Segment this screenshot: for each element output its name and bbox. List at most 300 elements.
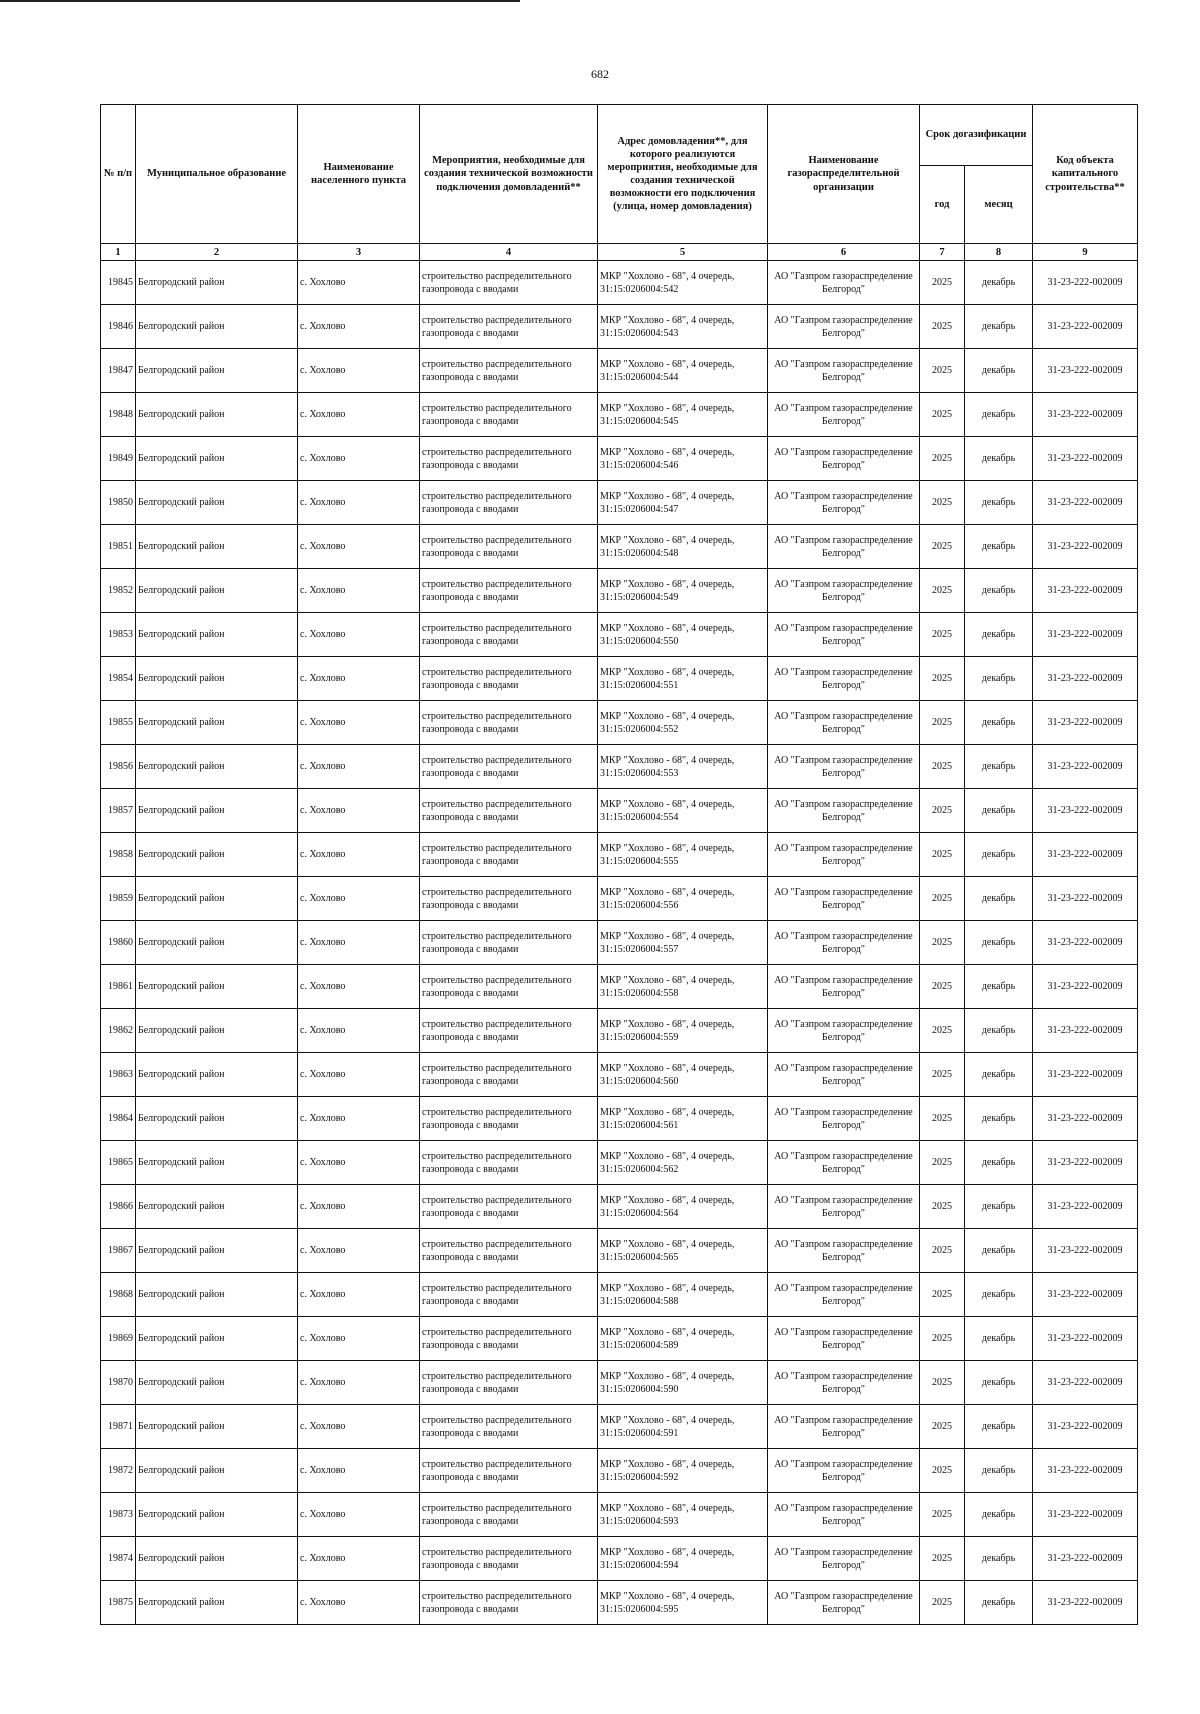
settlement-cell: с. Хохлово (298, 657, 420, 701)
row-number: 19860 (101, 921, 136, 965)
address-cell: МКР "Хохлово - 68", 4 очередь, 31:15:0206004:565 (598, 1229, 768, 1273)
row-number: 19857 (101, 789, 136, 833)
address-cell: МКР "Хохлово - 68", 4 очередь, 31:15:0206004:557 (598, 921, 768, 965)
header-year: год (920, 166, 965, 244)
organization-cell: АО "Газпром газораспределение Белгород" (768, 437, 920, 481)
organization-cell: АО "Газпром газораспределение Белгород" (768, 349, 920, 393)
address-cell: МКР "Хохлово - 68", 4 очередь, 31:15:0206004:544 (598, 349, 768, 393)
activity-cell: строительство распределительного газопровода с вводами (420, 481, 598, 525)
row-number: 19848 (101, 393, 136, 437)
organization-cell: АО "Газпром газораспределение Белгород" (768, 1361, 920, 1405)
month-cell: декабрь (965, 1493, 1033, 1537)
address-cell: МКР "Хохлово - 68", 4 очередь, 31:15:0206004:559 (598, 1009, 768, 1053)
year-cell: 2025 (920, 1009, 965, 1053)
year-cell: 2025 (920, 745, 965, 789)
organization-cell: АО "Газпром газораспределение Белгород" (768, 1229, 920, 1273)
activity-cell: строительство распределительного газопровода с вводами (420, 1009, 598, 1053)
settlement-cell: с. Хохлово (298, 1361, 420, 1405)
settlement-cell: с. Хохлово (298, 833, 420, 877)
row-number: 19868 (101, 1273, 136, 1317)
municipality-cell: Белгородский район (136, 1361, 298, 1405)
table-row (101, 437, 1138, 481)
month-cell: декабрь (965, 1185, 1033, 1229)
year-cell: 2025 (920, 1361, 965, 1405)
row-number: 19859 (101, 877, 136, 921)
table-row (101, 569, 1138, 613)
organization-cell: АО "Газпром газораспределение Белгород" (768, 1537, 920, 1581)
activity-cell: строительство распределительного газопровода с вводами (420, 305, 598, 349)
month-cell: декабрь (965, 437, 1033, 481)
header-organization: Наименование газораспределительной организации (768, 105, 920, 244)
row-number: 19862 (101, 1009, 136, 1053)
code-cell: 31-23-222-002009 (1033, 789, 1138, 833)
code-cell: 31-23-222-002009 (1033, 261, 1138, 305)
month-cell: декабрь (965, 877, 1033, 921)
table-row (101, 1317, 1138, 1361)
address-cell: МКР "Хохлово - 68", 4 очередь, 31:15:0206004:590 (598, 1361, 768, 1405)
municipality-cell: Белгородский район (136, 525, 298, 569)
municipality-cell: Белгородский район (136, 1317, 298, 1361)
address-cell: МКР "Хохлово - 68", 4 очередь, 31:15:0206004:558 (598, 965, 768, 1009)
year-cell: 2025 (920, 789, 965, 833)
month-cell: декабрь (965, 1537, 1033, 1581)
activity-cell: строительство распределительного газопровода с вводами (420, 261, 598, 305)
column-number-row (101, 244, 1138, 261)
row-number: 19871 (101, 1405, 136, 1449)
table-row (101, 1493, 1138, 1537)
organization-cell: АО "Газпром газораспределение Белгород" (768, 833, 920, 877)
address-cell: МКР "Хохлово - 68", 4 очередь, 31:15:0206004:564 (598, 1185, 768, 1229)
settlement-cell: с. Хохлово (298, 349, 420, 393)
table-row (101, 1273, 1138, 1317)
month-cell: декабрь (965, 569, 1033, 613)
month-cell: декабрь (965, 1009, 1033, 1053)
table-row (101, 1449, 1138, 1493)
settlement-cell: с. Хохлово (298, 1229, 420, 1273)
organization-cell: АО "Газпром газораспределение Белгород" (768, 657, 920, 701)
address-cell: МКР "Хохлово - 68", 4 очередь, 31:15:0206004:592 (598, 1449, 768, 1493)
code-cell: 31-23-222-002009 (1033, 481, 1138, 525)
organization-cell: АО "Газпром газораспределение Белгород" (768, 569, 920, 613)
address-cell: МКР "Хохлово - 68", 4 очередь, 31:15:0206004:543 (598, 305, 768, 349)
table-row (101, 877, 1138, 921)
settlement-cell: с. Хохлово (298, 525, 420, 569)
settlement-cell: с. Хохлово (298, 1537, 420, 1581)
year-cell: 2025 (920, 1185, 965, 1229)
month-cell: декабрь (965, 701, 1033, 745)
organization-cell: АО "Газпром газораспределение Белгород" (768, 789, 920, 833)
month-cell: декабрь (965, 833, 1033, 877)
organization-cell: АО "Газпром газораспределение Белгород" (768, 1185, 920, 1229)
code-cell: 31-23-222-002009 (1033, 1449, 1138, 1493)
activity-cell: строительство распределительного газопровода с вводами (420, 613, 598, 657)
table-body (101, 261, 1138, 1625)
address-cell: МКР "Хохлово - 68", 4 очередь, 31:15:0206004:550 (598, 613, 768, 657)
month-cell: декабрь (965, 745, 1033, 789)
row-number: 19851 (101, 525, 136, 569)
activity-cell: строительство распределительного газопровода с вводами (420, 1317, 598, 1361)
address-cell: МКР "Хохлово - 68", 4 очередь, 31:15:0206004:542 (598, 261, 768, 305)
row-number: 19869 (101, 1317, 136, 1361)
address-cell: МКР "Хохлово - 68", 4 очередь, 31:15:0206004:554 (598, 789, 768, 833)
activity-cell: строительство распределительного газопровода с вводами (420, 965, 598, 1009)
address-cell: МКР "Хохлово - 68", 4 очередь, 31:15:0206004:556 (598, 877, 768, 921)
address-cell: МКР "Хохлово - 68", 4 очередь, 31:15:0206004:555 (598, 833, 768, 877)
activity-cell: строительство распределительного газопровода с вводами (420, 657, 598, 701)
code-cell: 31-23-222-002009 (1033, 965, 1138, 1009)
table-row (101, 1361, 1138, 1405)
settlement-cell: с. Хохлово (298, 1405, 420, 1449)
municipality-cell: Белгородский район (136, 1449, 298, 1493)
activity-cell: строительство распределительного газопровода с вводами (420, 701, 598, 745)
table-row (101, 349, 1138, 393)
table-row (101, 701, 1138, 745)
row-number: 19870 (101, 1361, 136, 1405)
table-row (101, 1009, 1138, 1053)
settlement-cell: с. Хохлово (298, 1581, 420, 1625)
year-cell: 2025 (920, 965, 965, 1009)
organization-cell: АО "Газпром газораспределение Белгород" (768, 1581, 920, 1625)
activity-cell: строительство распределительного газопровода с вводами (420, 833, 598, 877)
column-number: 5 (598, 244, 768, 261)
header-settlement: Наименование населенного пункта (298, 105, 420, 244)
page-number: 682 (591, 67, 609, 81)
activity-cell: строительство распределительного газопровода с вводами (420, 349, 598, 393)
year-cell: 2025 (920, 1449, 965, 1493)
address-cell: МКР "Хохлово - 68", 4 очередь, 31:15:0206004:560 (598, 1053, 768, 1097)
activity-cell: строительство распределительного газопровода с вводами (420, 525, 598, 569)
address-cell: МКР "Хохлово - 68", 4 очередь, 31:15:0206004:562 (598, 1141, 768, 1185)
municipality-cell: Белгородский район (136, 1537, 298, 1581)
month-cell: декабрь (965, 1449, 1033, 1493)
address-cell: МКР "Хохлово - 68", 4 очередь, 31:15:0206004:547 (598, 481, 768, 525)
header-municipality: Муниципальное образование (136, 105, 298, 244)
settlement-cell: с. Хохлово (298, 569, 420, 613)
table-row (101, 1053, 1138, 1097)
table-row (101, 1185, 1138, 1229)
year-cell: 2025 (920, 1493, 965, 1537)
activity-cell: строительство распределительного газопровода с вводами (420, 1537, 598, 1581)
row-number: 19855 (101, 701, 136, 745)
code-cell: 31-23-222-002009 (1033, 1141, 1138, 1185)
month-cell: декабрь (965, 613, 1033, 657)
code-cell: 31-23-222-002009 (1033, 437, 1138, 481)
row-number: 19865 (101, 1141, 136, 1185)
month-cell: декабрь (965, 1229, 1033, 1273)
address-cell: МКР "Хохлово - 68", 4 очередь, 31:15:0206004:591 (598, 1405, 768, 1449)
table-row (101, 481, 1138, 525)
row-number: 19847 (101, 349, 136, 393)
code-cell: 31-23-222-002009 (1033, 613, 1138, 657)
year-cell: 2025 (920, 877, 965, 921)
code-cell: 31-23-222-002009 (1033, 657, 1138, 701)
column-number: 1 (101, 244, 136, 261)
year-cell: 2025 (920, 1273, 965, 1317)
year-cell: 2025 (920, 1053, 965, 1097)
month-cell: декабрь (965, 1097, 1033, 1141)
municipality-cell: Белгородский район (136, 1273, 298, 1317)
row-number: 19861 (101, 965, 136, 1009)
column-number: 6 (768, 244, 920, 261)
municipality-cell: Белгородский район (136, 1053, 298, 1097)
row-number: 19858 (101, 833, 136, 877)
code-cell: 31-23-222-002009 (1033, 1053, 1138, 1097)
settlement-cell: с. Хохлово (298, 261, 420, 305)
address-cell: МКР "Хохлово - 68", 4 очередь, 31:15:0206004:595 (598, 1581, 768, 1625)
year-cell: 2025 (920, 261, 965, 305)
year-cell: 2025 (920, 1141, 965, 1185)
table-row (101, 1229, 1138, 1273)
settlement-cell: с. Хохлово (298, 1141, 420, 1185)
code-cell: 31-23-222-002009 (1033, 1361, 1138, 1405)
activity-cell: строительство распределительного газопровода с вводами (420, 1141, 598, 1185)
year-cell: 2025 (920, 1229, 965, 1273)
column-number: 7 (920, 244, 965, 261)
code-cell: 31-23-222-002009 (1033, 1009, 1138, 1053)
activity-cell: строительство распределительного газопровода с вводами (420, 745, 598, 789)
code-cell: 31-23-222-002009 (1033, 1405, 1138, 1449)
table-row (101, 965, 1138, 1009)
month-cell: декабрь (965, 789, 1033, 833)
code-cell: 31-23-222-002009 (1033, 1581, 1138, 1625)
header-activities: Мероприятия, необходимые для создания технической возможности подключения домовладений** (420, 105, 598, 244)
code-cell: 31-23-222-002009 (1033, 349, 1138, 393)
municipality-cell: Белгородский район (136, 877, 298, 921)
year-cell: 2025 (920, 525, 965, 569)
settlement-cell: с. Хохлово (298, 305, 420, 349)
year-cell: 2025 (920, 1537, 965, 1581)
month-cell: декабрь (965, 1317, 1033, 1361)
municipality-cell: Белгородский район (136, 613, 298, 657)
activity-cell: строительство распределительного газопровода с вводами (420, 1185, 598, 1229)
municipality-cell: Белгородский район (136, 833, 298, 877)
year-cell: 2025 (920, 1097, 965, 1141)
month-cell: декабрь (965, 965, 1033, 1009)
year-cell: 2025 (920, 481, 965, 525)
address-cell: МКР "Хохлово - 68", 4 очередь, 31:15:0206004:588 (598, 1273, 768, 1317)
code-cell: 31-23-222-002009 (1033, 701, 1138, 745)
address-cell: МКР "Хохлово - 68", 4 очередь, 31:15:0206004:546 (598, 437, 768, 481)
code-cell: 31-23-222-002009 (1033, 833, 1138, 877)
municipality-cell: Белгородский район (136, 745, 298, 789)
year-cell: 2025 (920, 305, 965, 349)
year-cell: 2025 (920, 1317, 965, 1361)
year-cell: 2025 (920, 1405, 965, 1449)
address-cell: МКР "Хохлово - 68", 4 очередь, 31:15:0206004:553 (598, 745, 768, 789)
header-month: месяц (965, 166, 1033, 244)
municipality-cell: Белгородский район (136, 261, 298, 305)
activity-cell: строительство распределительного газопровода с вводами (420, 1053, 598, 1097)
year-cell: 2025 (920, 833, 965, 877)
address-cell: МКР "Хохлово - 68", 4 очередь, 31:15:0206004:552 (598, 701, 768, 745)
row-number: 19874 (101, 1537, 136, 1581)
organization-cell: АО "Газпром газораспределение Белгород" (768, 1273, 920, 1317)
row-number: 19864 (101, 1097, 136, 1141)
organization-cell: АО "Газпром газораспределение Белгород" (768, 745, 920, 789)
header-term: Срок догазификации (920, 105, 1033, 166)
year-cell: 2025 (920, 569, 965, 613)
settlement-cell: с. Хохлово (298, 1009, 420, 1053)
table-row (101, 305, 1138, 349)
settlement-cell: с. Хохлово (298, 437, 420, 481)
code-cell: 31-23-222-002009 (1033, 569, 1138, 613)
month-cell: декабрь (965, 305, 1033, 349)
municipality-cell: Белгородский район (136, 1405, 298, 1449)
column-number: 3 (298, 244, 420, 261)
row-number: 19866 (101, 1185, 136, 1229)
code-cell: 31-23-222-002009 (1033, 921, 1138, 965)
organization-cell: АО "Газпром газораспределение Белгород" (768, 261, 920, 305)
activity-cell: строительство распределительного газопровода с вводами (420, 789, 598, 833)
code-cell: 31-23-222-002009 (1033, 877, 1138, 921)
settlement-cell: с. Хохлово (298, 877, 420, 921)
row-number: 19872 (101, 1449, 136, 1493)
address-cell: МКР "Хохлово - 68", 4 очередь, 31:15:0206004:594 (598, 1537, 768, 1581)
organization-cell: АО "Газпром газораспределение Белгород" (768, 1493, 920, 1537)
municipality-cell: Белгородский район (136, 701, 298, 745)
scan-edge-line (0, 0, 520, 2)
settlement-cell: с. Хохлово (298, 1097, 420, 1141)
settlement-cell: с. Хохлово (298, 1273, 420, 1317)
municipality-cell: Белгородский район (136, 1141, 298, 1185)
activity-cell: строительство распределительного газопровода с вводами (420, 1493, 598, 1537)
year-cell: 2025 (920, 921, 965, 965)
month-cell: декабрь (965, 349, 1033, 393)
month-cell: декабрь (965, 1141, 1033, 1185)
activity-cell: строительство распределительного газопровода с вводами (420, 1229, 598, 1273)
municipality-cell: Белгородский район (136, 481, 298, 525)
organization-cell: АО "Газпром газораспределение Белгород" (768, 1317, 920, 1361)
organization-cell: АО "Газпром газораспределение Белгород" (768, 1141, 920, 1185)
organization-cell: АО "Газпром газораспределение Белгород" (768, 393, 920, 437)
row-number: 19875 (101, 1581, 136, 1625)
table-row (101, 745, 1138, 789)
code-cell: 31-23-222-002009 (1033, 1493, 1138, 1537)
organization-cell: АО "Газпром газораспределение Белгород" (768, 613, 920, 657)
row-number: 19846 (101, 305, 136, 349)
code-cell: 31-23-222-002009 (1033, 1317, 1138, 1361)
organization-cell: АО "Газпром газораспределение Белгород" (768, 701, 920, 745)
municipality-cell: Белгородский район (136, 437, 298, 481)
row-number: 19853 (101, 613, 136, 657)
settlement-cell: с. Хохлово (298, 481, 420, 525)
settlement-cell: с. Хохлово (298, 1185, 420, 1229)
organization-cell: АО "Газпром газораспределение Белгород" (768, 305, 920, 349)
municipality-cell: Белгородский район (136, 657, 298, 701)
activity-cell: строительство распределительного газопровода с вводами (420, 393, 598, 437)
code-cell: 31-23-222-002009 (1033, 1185, 1138, 1229)
row-number: 19849 (101, 437, 136, 481)
code-cell: 31-23-222-002009 (1033, 305, 1138, 349)
table-row (101, 789, 1138, 833)
activity-cell: строительство распределительного газопровода с вводами (420, 1581, 598, 1625)
organization-cell: АО "Газпром газораспределение Белгород" (768, 1405, 920, 1449)
settlement-cell: с. Хохлово (298, 745, 420, 789)
month-cell: декабрь (965, 1053, 1033, 1097)
code-cell: 31-23-222-002009 (1033, 525, 1138, 569)
year-cell: 2025 (920, 1581, 965, 1625)
settlement-cell: с. Хохлово (298, 1449, 420, 1493)
month-cell: декабрь (965, 1361, 1033, 1405)
organization-cell: АО "Газпром газораспределение Белгород" (768, 965, 920, 1009)
activity-cell: строительство распределительного газопровода с вводами (420, 1273, 598, 1317)
row-number: 19854 (101, 657, 136, 701)
month-cell: декабрь (965, 1405, 1033, 1449)
settlement-cell: с. Хохлово (298, 393, 420, 437)
table-row (101, 1097, 1138, 1141)
row-number: 19852 (101, 569, 136, 613)
organization-cell: АО "Газпром газораспределение Белгород" (768, 1449, 920, 1493)
column-number: 9 (1033, 244, 1138, 261)
row-number: 19850 (101, 481, 136, 525)
address-cell: МКР "Хохлово - 68", 4 очередь, 31:15:0206004:561 (598, 1097, 768, 1141)
municipality-cell: Белгородский район (136, 1581, 298, 1625)
activity-cell: строительство распределительного газопровода с вводами (420, 569, 598, 613)
table-row (101, 833, 1138, 877)
municipality-cell: Белгородский район (136, 1185, 298, 1229)
code-cell: 31-23-222-002009 (1033, 1229, 1138, 1273)
code-cell: 31-23-222-002009 (1033, 1097, 1138, 1141)
year-cell: 2025 (920, 437, 965, 481)
organization-cell: АО "Газпром газораспределение Белгород" (768, 525, 920, 569)
settlement-cell: с. Хохлово (298, 965, 420, 1009)
activity-cell: строительство распределительного газопровода с вводами (420, 1361, 598, 1405)
municipality-cell: Белгородский район (136, 789, 298, 833)
header-num: № п/п (101, 105, 136, 244)
column-number: 2 (136, 244, 298, 261)
month-cell: декабрь (965, 393, 1033, 437)
month-cell: декабрь (965, 261, 1033, 305)
activity-cell: строительство распределительного газопровода с вводами (420, 877, 598, 921)
organization-cell: АО "Газпром газораспределение Белгород" (768, 1053, 920, 1097)
row-number: 19873 (101, 1493, 136, 1537)
table-row (101, 393, 1138, 437)
settlement-cell: с. Хохлово (298, 613, 420, 657)
column-number: 8 (965, 244, 1033, 261)
table-row (101, 613, 1138, 657)
municipality-cell: Белгородский район (136, 1229, 298, 1273)
municipality-cell: Белгородский район (136, 1009, 298, 1053)
code-cell: 31-23-222-002009 (1033, 1273, 1138, 1317)
municipality-cell: Белгородский район (136, 921, 298, 965)
settlement-cell: с. Хохлово (298, 1493, 420, 1537)
month-cell: декабрь (965, 921, 1033, 965)
code-cell: 31-23-222-002009 (1033, 1537, 1138, 1581)
address-cell: МКР "Хохлово - 68", 4 очередь, 31:15:0206004:548 (598, 525, 768, 569)
table-row (101, 1537, 1138, 1581)
row-number: 19867 (101, 1229, 136, 1273)
municipality-cell: Белгородский район (136, 305, 298, 349)
month-cell: декабрь (965, 657, 1033, 701)
address-cell: МКР "Хохлово - 68", 4 очередь, 31:15:0206004:549 (598, 569, 768, 613)
municipality-cell: Белгородский район (136, 1493, 298, 1537)
address-cell: МКР "Хохлово - 68", 4 очередь, 31:15:0206004:589 (598, 1317, 768, 1361)
municipality-cell: Белгородский район (136, 965, 298, 1009)
settlement-cell: с. Хохлово (298, 701, 420, 745)
table-row (101, 657, 1138, 701)
year-cell: 2025 (920, 701, 965, 745)
municipality-cell: Белгородский район (136, 349, 298, 393)
header-address: Адрес домовладения**, для которого реализуются мероприятия, необходимые для создания технической возможности его подключения (улица, номер домовладения) (598, 105, 768, 244)
activity-cell: строительство распределительного газопровода с вводами (420, 437, 598, 481)
organization-cell: АО "Газпром газораспределение Белгород" (768, 1009, 920, 1053)
organization-cell: АО "Газпром газораспределение Белгород" (768, 1097, 920, 1141)
gasification-table (100, 104, 1138, 1625)
month-cell: декабрь (965, 525, 1033, 569)
organization-cell: АО "Газпром газораспределение Белгород" (768, 921, 920, 965)
month-cell: декабрь (965, 1581, 1033, 1625)
settlement-cell: с. Хохлово (298, 1317, 420, 1361)
